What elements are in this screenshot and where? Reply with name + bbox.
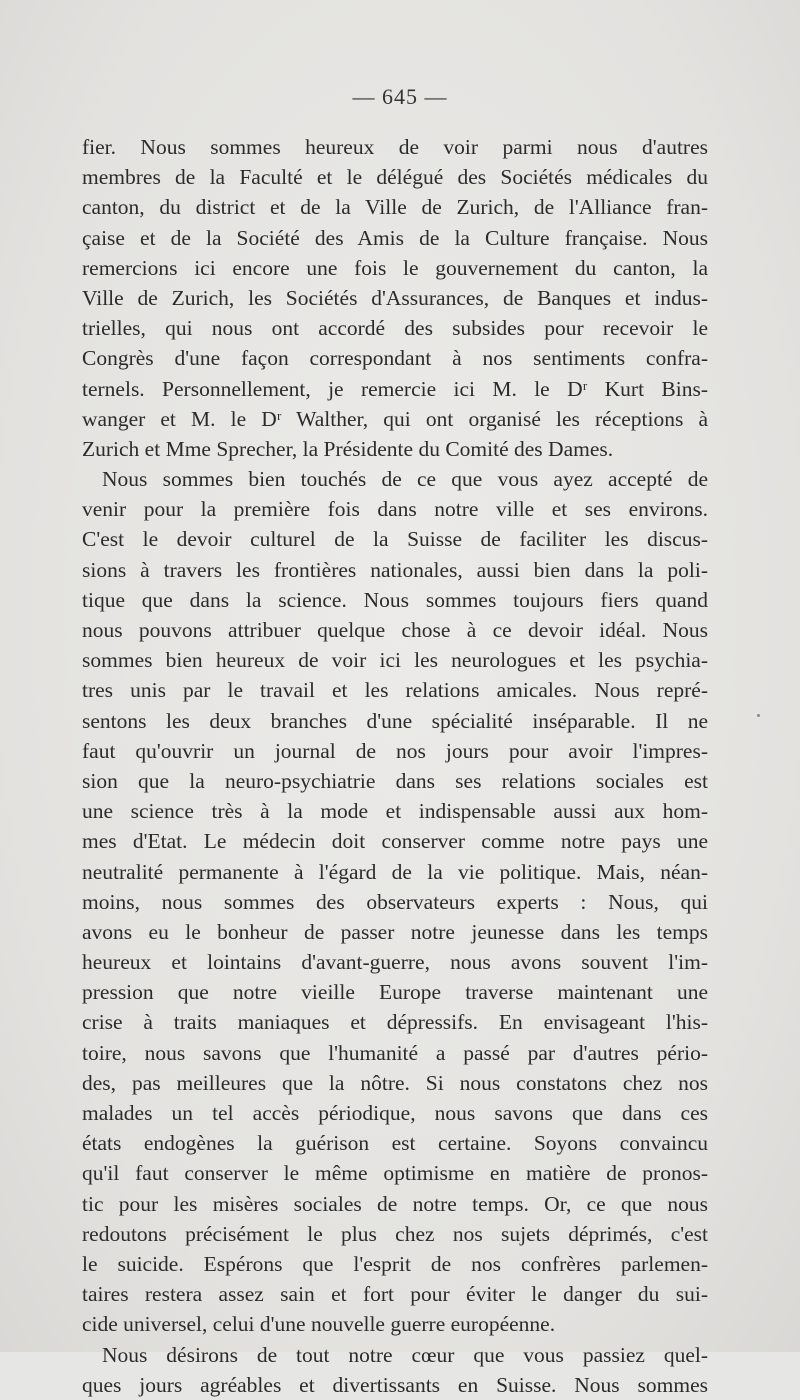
text-line: faut qu'ouvrir un journal de nos jours pour avoir l'impres- bbox=[82, 738, 708, 763]
text-line: heureux et lointains d'avant-guerre, nous avons souvent l'im- bbox=[82, 950, 708, 975]
text-line: nous pouvons attribuer quelque chose à ce devoir idéal. Nous bbox=[82, 618, 708, 642]
text-line: tique que dans la science. Nous sommes toujours fiers quand bbox=[82, 587, 708, 612]
page-number: — 645 — bbox=[352, 84, 448, 109]
text-line: tres unis par le travail et les relations amicales. Nous repré- bbox=[82, 678, 708, 703]
text-line: ques jours agréables et divertissants en Suisse. Nous sommes bbox=[82, 1372, 708, 1397]
text-line: qu'il faut conserver le même optimisme en matière de pronos- bbox=[82, 1161, 708, 1186]
text-line: canton, du district et de la Ville de Zurich, de l'Alliance fran- bbox=[82, 195, 708, 220]
text-line: çaise et de la Société des Amis de la Culture française. Nous bbox=[82, 225, 708, 250]
text-line: trielles, qui nous ont accordé des subsides pour recevoir le bbox=[82, 316, 708, 341]
text-line: remercions ici encore une fois le gouvernement du canton, la bbox=[82, 255, 708, 280]
text-line: Zurich et Mme Sprecher, la Présidente du Comité des Dames. bbox=[82, 436, 614, 461]
text-line: taires restera assez sain et fort pour éviter le danger du sui- bbox=[82, 1282, 708, 1307]
text-line: une science très à la mode et indispensable aussi aux hom- bbox=[82, 799, 708, 824]
text-line: neutralité permanente à l'égard de la vie politique. Mais, néan- bbox=[82, 859, 708, 884]
text-line: sentons les deux branches d'une spécialité inséparable. Il ne bbox=[82, 708, 708, 733]
text-line: le suicide. Espérons que l'esprit de nos confrères parlemen- bbox=[82, 1251, 708, 1276]
text-line: malades un tel accès périodique, nous savons que dans ces bbox=[82, 1101, 708, 1125]
text-line: pression que notre vieille Europe traverse maintenant une bbox=[82, 980, 708, 1005]
text-line: tic pour les misères sociales de notre temps. Or, ce que nous bbox=[82, 1191, 708, 1216]
text-line: ternels. Personnellement, je remercie ici M. le Dʳ Kurt Bins- bbox=[82, 376, 708, 401]
text-line: des, pas meilleures que la nôtre. Si nous constatons chez nos bbox=[82, 1070, 708, 1095]
text-line: Nous sommes bien touchés de ce que vous ayez accepté de bbox=[102, 467, 708, 492]
text-line: moins, nous sommes des observateurs experts : Nous, qui bbox=[82, 889, 708, 914]
text-line: Congrès d'une façon correspondant à nos sentiments confra- bbox=[82, 346, 708, 371]
text-line: Nous désirons de tout notre cœur que vous passiez quel- bbox=[102, 1342, 708, 1367]
text-line: sommes bien heureux de voir ici les neurologues et les psychia- bbox=[82, 648, 708, 673]
text-line: sions à travers les frontières nationales, aussi bien dans la poli- bbox=[82, 557, 708, 582]
text-line: wanger et M. le Dʳ Walther, qui ont organisé les réceptions à bbox=[82, 406, 708, 431]
text-line: états endogènes la guérison est certaine. Soyons convaincu bbox=[82, 1131, 708, 1156]
text-line: membres de la Faculté et le délégué des Sociétés médicales du bbox=[82, 165, 708, 190]
text-line: C'est le devoir culturel de la Suisse de faciliter les discus- bbox=[82, 527, 708, 552]
text-line: sion que la neuro-psychiatrie dans ses relations sociales est bbox=[82, 768, 708, 793]
text-line: cide universel, celui d'une nouvelle guerre européenne. bbox=[82, 1312, 556, 1337]
text-line: avons eu le bonheur de passer notre jeunesse dans les temps bbox=[82, 919, 708, 944]
text-line: venir pour la première fois dans notre ville et ses environs. bbox=[82, 497, 708, 522]
text-line: toire, nous savons que l'humanité a passé par d'autres pério- bbox=[82, 1040, 708, 1065]
paper-speck bbox=[757, 714, 760, 717]
text-line: Ville de Zurich, les Sociétés d'Assurances, de Banques et indus- bbox=[82, 285, 708, 310]
text-line: redoutons précisément le plus chez nos sujets déprimés, c'est bbox=[82, 1221, 708, 1246]
text-line: fier. Nous sommes heureux de voir parmi nous d'autres bbox=[82, 135, 708, 159]
body-text bbox=[82, 132, 708, 1400]
text-line: crise à traits maniaques et dépressifs. En envisageant l'his- bbox=[82, 1010, 708, 1035]
text-line: mes d'Etat. Le médecin doit conserver comme notre pays une bbox=[82, 829, 708, 854]
